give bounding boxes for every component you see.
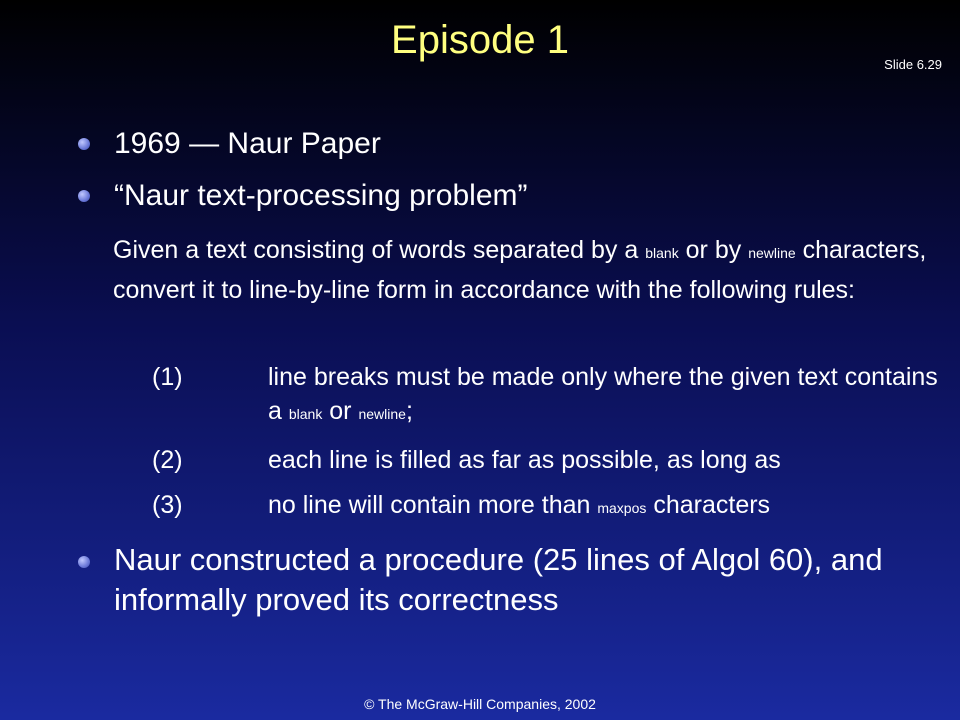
- rule-number: (2): [152, 446, 183, 474]
- rule-number: (3): [152, 491, 183, 519]
- rule-number: (1): [152, 363, 183, 391]
- keyword-newline: newline: [748, 245, 796, 261]
- rule-text-part: characters: [646, 491, 771, 519]
- rule-text: [268, 360, 942, 431]
- bullet-item-3: [78, 540, 938, 620]
- bullet-text: 1969 — Naur Paper: [114, 127, 381, 160]
- slide-title: Episode 1: [391, 18, 569, 62]
- bullet-text: “Naur text-processing problem”: [114, 179, 528, 212]
- bullet-dot-icon: [78, 190, 90, 202]
- keyword-newline: newline: [358, 406, 406, 422]
- keyword-blank: blank: [288, 406, 323, 422]
- rule-text: each line is filled as far as possible, as long as: [268, 446, 781, 474]
- bullet-item-1: [78, 126, 381, 162]
- bullet-dot-icon: [78, 556, 90, 568]
- rule-text-part: no line will contain more than: [268, 491, 598, 519]
- keyword-maxpos: maxpos: [597, 500, 647, 516]
- paragraph-text: or by: [678, 236, 749, 264]
- bullet-dot-icon: [78, 138, 90, 150]
- paragraph-text: characters, convert it to line-by-line form in accordance with the following rules:: [113, 236, 927, 304]
- copyright-footer: © The McGraw-Hill Companies, 2002: [364, 696, 596, 712]
- bullet-item-2: [78, 178, 527, 214]
- paragraph-text: Given a text consisting of words separated by a: [113, 236, 646, 264]
- bullet-text: Naur constructed a procedure (25 lines of Algol 60), and informally proved its correctness: [114, 542, 883, 617]
- rule-item-3: [152, 488, 942, 525]
- rule-text-part: or: [322, 397, 359, 425]
- rule-item-1: [152, 360, 942, 431]
- slide-number: Slide 6.29: [884, 57, 942, 72]
- rule-text-part: line breaks must be made only where the given text contains a: [268, 363, 938, 425]
- keyword-blank: blank: [645, 245, 679, 261]
- rule-text: [268, 488, 942, 525]
- problem-description: [113, 232, 943, 309]
- rule-item-2: [152, 443, 942, 477]
- rule-text-part: ;: [405, 397, 413, 425]
